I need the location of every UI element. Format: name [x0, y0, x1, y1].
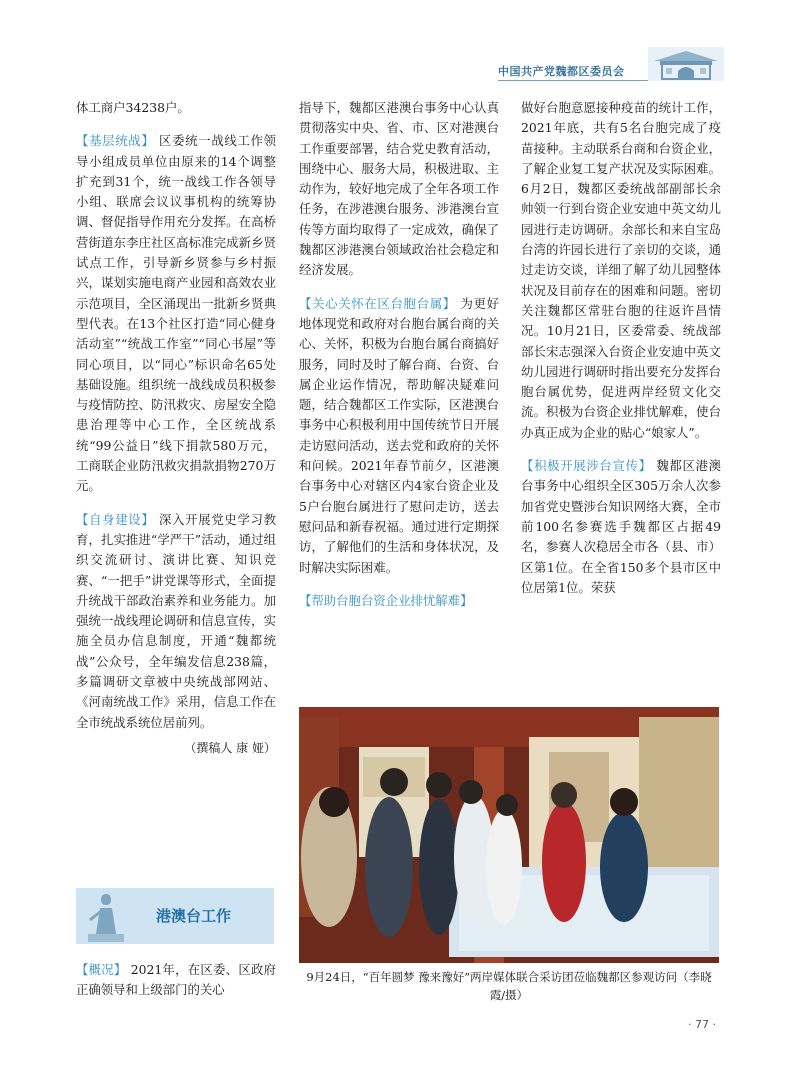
paragraph-text: 为更好地体现党和政府对台胞台属台商的关心、关怀，积极为台胞台属台商搞好服务，同时及时了解台商、台资、台属企业运作情况，帮助解决疑难问题，结合魏都区工作实际，区港澳台事务中心积极利用中国传统节日开展走访慰问活动，送去党和政府的关怀和问候。2021年春节前夕，区港澳台事务中心对辖区内4家台资企业及5户台胞台属进行了慰问走访，送去慰问品和新春祝福。通过进行定期探访，了解他们的生活和身体状况，及时解决实际困难。	[299, 295, 499, 575]
paragraph-continued: 指导下，魏都区港澳台事务中心认真贯彻落实中央、省、市、区对港澳台工作重要部署，结合党史教育活动，围绕中心、服务大局，积极进取、主动作为，较好地完成了全年各项工作任务，在涉港澳台服务、涉港澳台宣传等方面均取得了一定成效，确保了魏都区涉港澳台领域政治社会稳定和经济发展。	[299, 100, 499, 278]
statue-icon	[84, 890, 128, 944]
column-left	[76, 98, 276, 770]
paragraph-text: 深入开展党史学习教育，扎实推进“学严干”活动，通过组织交流研讨、演讲比赛、知识竞赛、“一把手”讲党课等形式，全面提升统战干部政治素养和业务能力。加强统一战线理论调研和信息宣传，实施全员办信息制度，开通“魏都统战”公众号，全年编发信息238篇，多篇调研文章被中央统战部网站、《河南统战工作》采用，信息工作在全市统战系统位居前列。	[76, 511, 276, 730]
news-photo	[299, 707, 719, 963]
section-tag: 【帮助台胞台资企业排忧解难】	[299, 592, 473, 608]
paragraph-overview	[76, 960, 276, 1001]
paragraph-text: 2021年，在区委、区政府正确领导和上级部门的关心	[76, 962, 276, 998]
paragraph-help-heading	[299, 591, 499, 611]
byline: （撰稿人 康 娅）	[184, 740, 276, 755]
paragraph-continued: 做好台胞意愿接种疫苗的统计工作，2021年底，共有5名台胞完成了疫苗接种。主动联系台商和台资企业，了解企业复工复产状况及实际困难。6月2日，魏都区委统战部副部长余帅领一行到台资企业安迪中英文幼儿园进行走访调研。余部长和来自宝岛台湾的许园长进行了亲切的交谈，通过走访交谈，详细了解了幼儿园整体状况及目前存在的困难和问题。密切关注魏都区常驻台胞的往返许昌情况。10月21日，区委常委、统战部部长宋志强深入台资企业安迪中英文幼儿园进行调研时指出要充分发挥台胞台属优势，促进两岸经贸文化交流。积极为台资企业排忧解难，使台办真正成为企业的贴心“娘家人”。	[521, 100, 721, 440]
section-tag: 【自身建设】	[76, 511, 155, 527]
paragraph-care	[299, 294, 499, 578]
section-tag: 【概况】	[76, 962, 127, 977]
paragraph-grassroots	[76, 131, 276, 496]
section-tag: 【基层统战】	[76, 133, 155, 149]
running-header-title: 中国共产党魏都区委员会	[498, 65, 625, 78]
section-tag: 【关心关怀在区台胞台属】	[299, 295, 456, 311]
page-number: · 77 ·	[688, 1018, 716, 1031]
column-middle	[299, 98, 499, 624]
section-tag: 【积极开展涉台宣传】	[521, 458, 652, 474]
section-title: 港澳台工作	[156, 907, 232, 925]
paragraph-text: 区委统一战线工作领导小组成员单位由原来的14个调整扩充到31个，统一战线工作各领导小组、联席会议议事机构的统筹协调、督促指导作用充分发挥。在高桥营街道东李庄社区高标准完成新乡贤试点工作，引导新乡贤参与乡村振兴，谋划实施电商产业园和高效农业示范项目，全区涌现出一批新乡贤典型代表。在13个社区打造“同心健身活动室”“统战工作室”“同心书屋”等同心项目，以“同心”标识命名65处基础设施。组织统一战线成员积极参与疫情防控、防汛救灾、房屋安全隐患治理等中心工作，全区统战系统“99公益日”线下捐款580万元，工商联企业防汛救灾捐款捐物270万元。	[76, 133, 276, 494]
paragraph-publicity	[521, 456, 721, 598]
paragraph-continued: 体工商户34238户。	[76, 100, 190, 115]
paragraph-text: 魏都区港澳台事务中心组织全区305万余人次参加省党史暨涉台知识网络大赛，全市前100名参赛选手魏都区占据49名，参赛人次稳居全市各（县、市）区第1位。在全省150多个县市区中位居第1位。荣获	[521, 458, 721, 595]
column-right	[521, 98, 721, 611]
section-banner	[76, 888, 274, 944]
photo-caption: 9月24日，“百年圆梦 豫来豫好”两岸媒体联合采访团莅临魏都区参观访问（李晓霞/摄）	[306, 970, 712, 1002]
city-gate-icon	[648, 47, 724, 81]
paragraph-self-building	[76, 510, 276, 733]
